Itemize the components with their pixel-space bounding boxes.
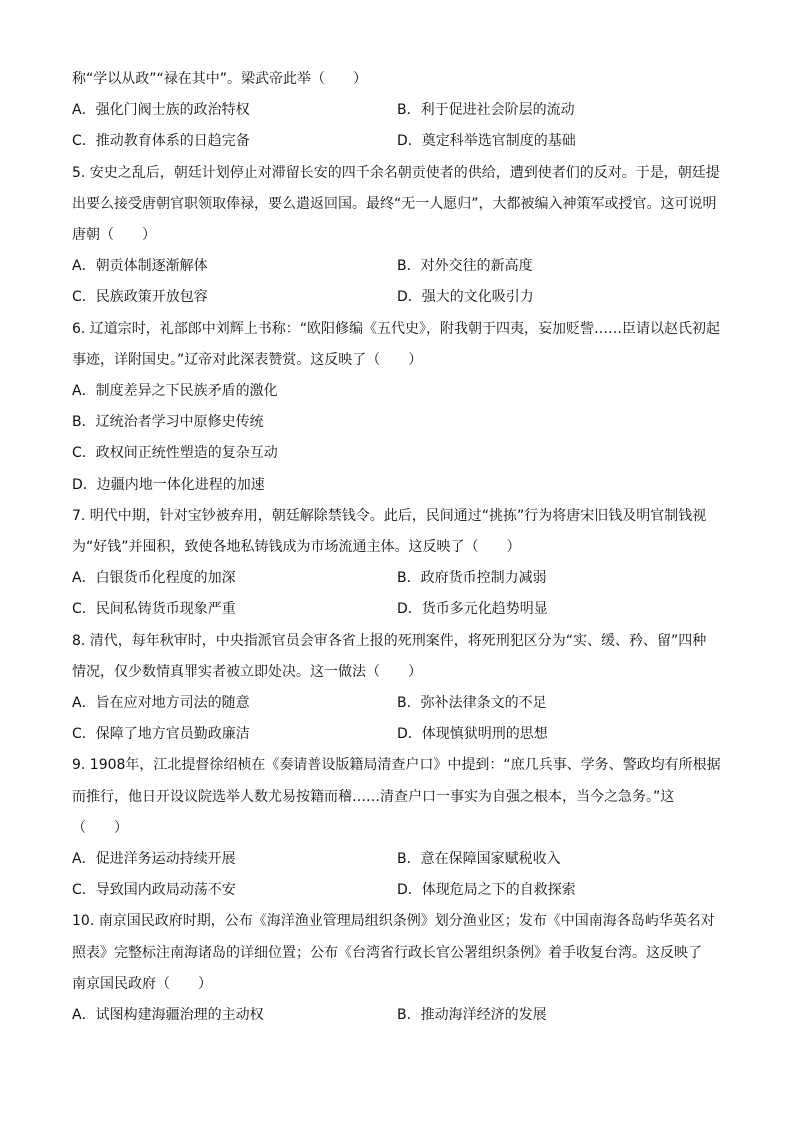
- q10-option-b[interactable]: B．推动海洋经济的发展: [397, 1007, 547, 1024]
- q5-stem-line-1: 5. 安史之乱后，朝廷计划停止对滞留长安的四千余名朝贡使者的供给，遭到使者们的反对。于是，朝廷提: [72, 164, 720, 181]
- q8-option-b[interactable]: B．弥补法律条文的不足: [397, 695, 547, 712]
- q8-options-row-2: [72, 719, 728, 750]
- q9-option-a[interactable]: A．促进洋务运动持续开展: [72, 851, 236, 868]
- q5-stem-line-2: 出要么接受唐朝官职领取俸禄，要么遣返回国。最终“无一人愿归”，大都被编入神策军或授官。这可说明: [72, 195, 717, 212]
- q10-options-row-1: [72, 1000, 728, 1031]
- q6-stem-line-1: 6. 辽道宗时，礼部郎中刘辉上书称：“欧阳修编《五代史》，附我朝于四夷，妄加贬訾……臣请以赵氏初起: [72, 320, 721, 337]
- q6-option-d[interactable]: D．边疆内地一体化进程的加速: [72, 476, 265, 493]
- q4-options-row-2: [72, 126, 728, 157]
- q6-stem-line-2: 事迹，详附国史。”辽帝对此深表赞赏。这反映了（ ）: [72, 351, 423, 368]
- q4-option-a[interactable]: A．强化门阀士族的政治特权: [72, 102, 250, 119]
- q7-option-d[interactable]: D．货币多元化趋势明显: [397, 601, 548, 618]
- q10-stem-line-3: 南京国民政府（ ）: [72, 975, 212, 992]
- q8-option-d[interactable]: D．体现慎狱明刑的思想: [397, 726, 548, 743]
- q8-stem-line-1: 8. 清代，每年秋审时，中央指派官员会审各省上报的死刑案件，将死刑犯区分为“实、缓、矜、留”四种: [72, 632, 707, 649]
- q9-options-row-2: [72, 875, 728, 906]
- q5-option-b[interactable]: B．对外交往的新高度: [397, 258, 533, 275]
- q5-option-d[interactable]: D．强大的文化吸引力: [397, 289, 534, 306]
- q9-options-row-1: [72, 844, 728, 875]
- q7-option-c[interactable]: C．民间私铸货币现象严重: [72, 601, 236, 618]
- page-content: [72, 64, 728, 1031]
- q9-option-c[interactable]: C．导致国内政局动荡不安: [72, 882, 236, 899]
- q7-options-row-1: [72, 563, 728, 594]
- q4-option-c[interactable]: C．推动教育体系的日趋完备: [72, 133, 250, 150]
- q4-stem-tail: 称“学以从政”“禄在其中”。梁武帝此举（ ）: [72, 71, 368, 87]
- q5-option-a[interactable]: A．朝贡体制逐渐解体: [72, 258, 208, 275]
- q10-option-a[interactable]: A．试图构建海疆治理的主动权: [72, 1007, 264, 1024]
- q4-options-row-1: [72, 95, 728, 126]
- q8-options-row-1: [72, 688, 728, 719]
- q7-stem-line-2: 为“好钱”并囤积，致使各地私铸钱成为市场流通主体。这反映了（ ）: [72, 539, 521, 556]
- q5-stem-line-3: 唐朝（ ）: [72, 227, 156, 244]
- q6-option-a[interactable]: A．制度差异之下民族矛盾的激化: [72, 383, 278, 400]
- q10-stem-line-2: 照表》完整标注南海诸岛的详细位置；公布《台湾省行政长官公署组织条例》着手收复台湾。这反映了: [72, 944, 702, 961]
- q8-option-a[interactable]: A．旨在应对地方司法的随意: [72, 695, 250, 712]
- q4-option-b[interactable]: B．利于促进社会阶层的流动: [397, 102, 575, 119]
- q5-options-row-2: [72, 282, 728, 313]
- q7-option-b[interactable]: B．政府货币控制力减弱: [397, 570, 547, 587]
- q7-option-a[interactable]: A．白银货币化程度的加深: [72, 570, 236, 587]
- q7-stem-line-1: 7. 明代中期，针对宝钞被弃用，朝廷解除禁钱令。此后，民间通过“挑拣”行为将唐宋旧钱及明官制钱视: [72, 507, 707, 524]
- q6-option-b[interactable]: B．辽统治者学习中原修史传统: [72, 414, 264, 431]
- q8-option-c[interactable]: C．保障了地方官员勤政廉洁: [72, 726, 250, 743]
- q8-stem-line-2: 情况，仅少数情真罪实者被立即处决。这一做法（ ）: [72, 663, 422, 680]
- q9-stem-line-1: 9. 1908年，江北提督徐绍桢在《奏请普设版籍局清查户口》中提到：“庶几兵事、学务、警政均有所根据: [72, 757, 721, 774]
- q9-option-d[interactable]: D．体现危局之下的自救探索: [397, 882, 576, 899]
- q9-option-b[interactable]: B．意在保障国家赋税收入: [397, 851, 561, 868]
- q9-stem-line-3: （ ）: [72, 819, 128, 836]
- q5-options-row-1: [72, 251, 728, 282]
- q5-option-c[interactable]: C．民族政策开放包容: [72, 289, 208, 306]
- q7-options-row-2: [72, 594, 728, 625]
- q9-stem-line-2: 而推行，他日开设议院选举人数尤易按籍而稽……清查户口一事实为自强之根本，当今之急务。”这: [72, 788, 675, 805]
- q10-stem-line-1: 10. 南京国民政府时期，公布《海洋渔业管理局组织条例》划分渔业区；发布《中国南海各岛屿华英名对: [72, 913, 715, 930]
- q4-option-d[interactable]: D．奠定科举选官制度的基础: [397, 133, 576, 150]
- q6-option-c[interactable]: C．政权间正统性塑造的复杂互动: [72, 445, 278, 462]
